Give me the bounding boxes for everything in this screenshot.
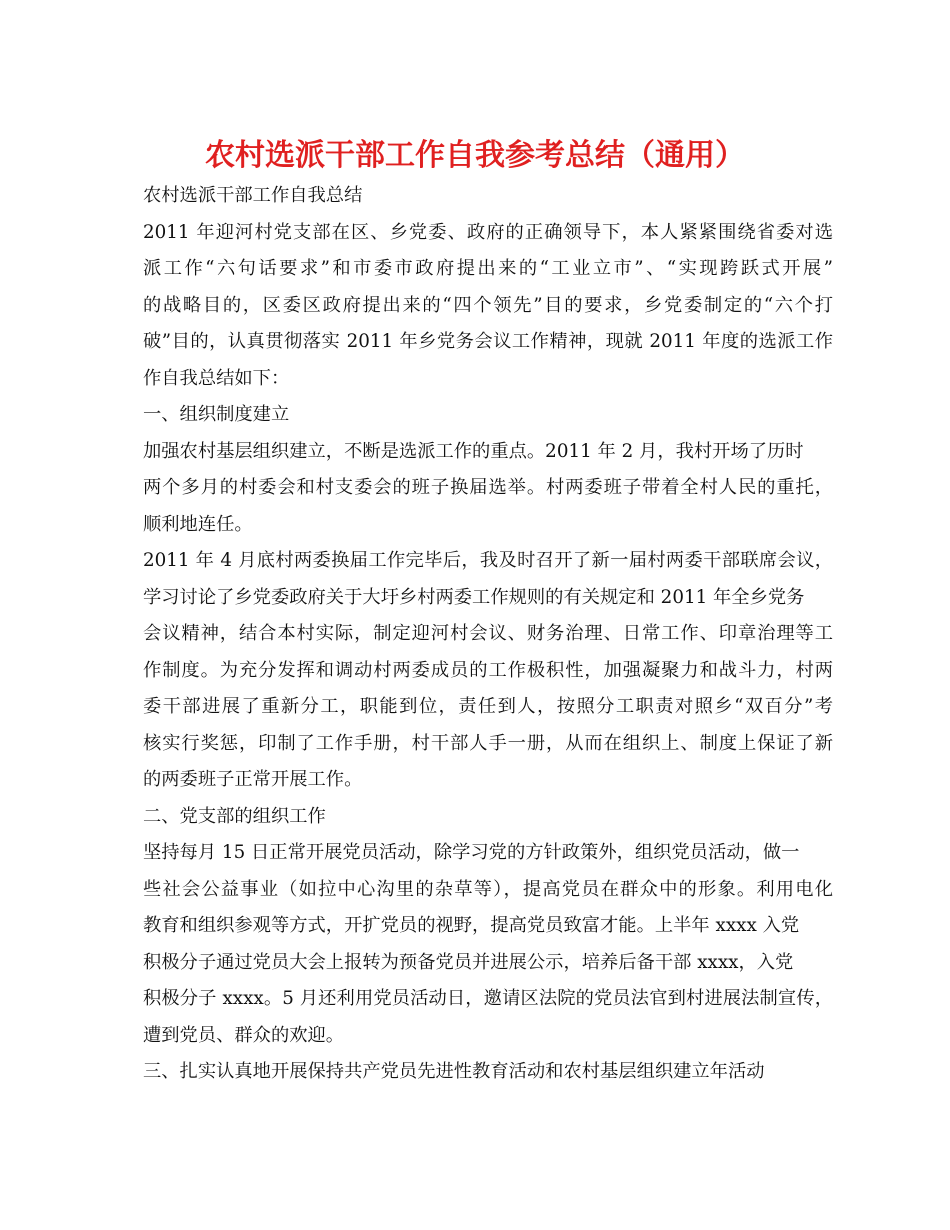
text-line: 三、扎实认真地开展保持共产党员先进性教育活动和农村基层组织建立年活动 [143, 1061, 765, 1082]
text-line: 学习讨论了乡党委政府关于大圩乡村两委工作规则的有关规定和 2011 年全乡党务 [143, 586, 805, 608]
text-line: 积极分子通过党员大会上报转为预备党员并进展公示，培养后备干部 xxxx，入党 [143, 951, 794, 973]
text-line: 一、组织制度建立 [143, 404, 290, 425]
text-line: 顺利地连任。 [143, 513, 253, 535]
text-line: 的两委班子正常开展工作。 [143, 769, 363, 790]
document-title: 农村选派干部工作自我参考总结（通用） [205, 138, 745, 173]
text-line: 2011 年迎河村党支部在区、乡党委、政府的正确领导下，本人紧紧围绕省委对选 [143, 221, 833, 243]
text-line: 委干部进展了重新分工，职能到位，责任到人，按照分工职责对照乡“双百分”考 [143, 696, 833, 717]
text-line: 2011 年 4 月底村两委换届工作完毕后，我及时召开了新一届村两委干部联席会议， [143, 550, 833, 571]
text-line: 破”目的，认真贯彻落实 2011 年乡党务会议工作精神，现就 2011 年度的选派工作 [143, 331, 833, 352]
text-line: 的战略目的，区委区政府提出来的“四个领先”目的要求，乡党委制定的“六个打 [143, 294, 833, 316]
text-line: 核实行奖惩，印制了工作手册，村干部人手一册，从而在组织上、制度上保证了新 [143, 732, 833, 754]
text-line: 教育和组织参观等方式，开扩党员的视野，提高党员致富才能。上半年 xxxx 入党 [143, 915, 800, 936]
text-line: 坚持每月 15 日正常开展党员活动，除学习党的方针政策外，组织党员活动，做一 [143, 842, 800, 863]
text-line: 些社会公益事业（如拉中心沟里的杂草等），提高党员在群众中的形象。利用电化 [143, 878, 833, 900]
text-line: 会议精神，结合本村实际，制定迎河村会议、财务治理、日常工作、印章治理等工 [143, 623, 833, 644]
text-line: 遭到党员、群众的欢迎。 [143, 1024, 345, 1046]
text-line: 积极分子 xxxx。5 月还利用党员活动日，邀请区法院的党员法官到村进展法制宣传， [143, 988, 833, 1009]
text-line: 加强农村基层组织建立，不断是选派工作的重点。2011 年 2 月，我村开场了历时 [143, 440, 804, 462]
document-body [143, 178, 833, 1091]
text-line: 作自我总结如下： [143, 367, 290, 389]
text-line: 作制度。为充分发挥和调动村两委成员的工作极积性，加强凝聚力和战斗力，村两 [143, 659, 833, 681]
text-line: 派工作“六句话要求”和市委市政府提出来的“工业立市”、“实现跨跃式开展” [143, 258, 833, 279]
text-line: 二、党支部的组织工作 [143, 805, 326, 827]
text-line: 农村选派干部工作自我总结 [143, 185, 363, 206]
text-line: 两个多月的村委会和村支委会的班子换届选举。村两委班子带着全村人民的重托， [143, 477, 833, 498]
